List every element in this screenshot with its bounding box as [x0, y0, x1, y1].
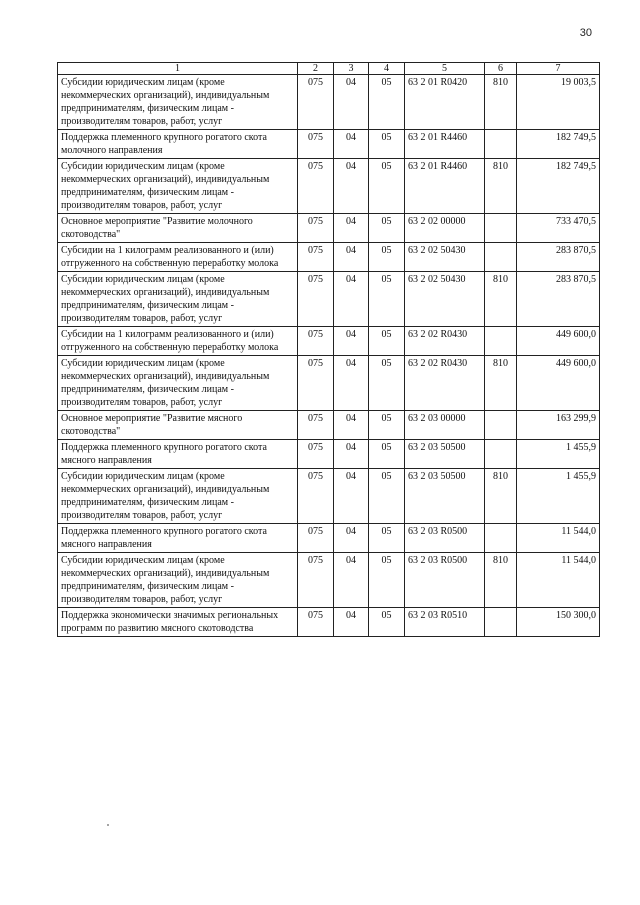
ministry-code-cell: 075 — [298, 159, 334, 214]
ministry-code-cell: 075 — [298, 440, 334, 469]
row-description-cell: Субсидии на 1 килограмм реализованного и (или) отгруженного на собственную переработку молока — [58, 327, 298, 356]
amount-cell: 11 544,0 — [517, 553, 600, 608]
section-cell: 04 — [334, 272, 369, 327]
section-cell: 04 — [334, 524, 369, 553]
table-row — [58, 130, 600, 159]
row-description-cell: Субсидии юридическим лицам (кроме некоммерческих организаций), индивидуальным предпринимателям, физическим лицам - производителям товаров, работ, услуг — [58, 159, 298, 214]
target-article-cell: 63 2 02 50430 — [405, 272, 485, 327]
subsection-cell: 05 — [369, 75, 405, 130]
row-description-cell: Поддержка племенного крупного рогатого скота мясного направления — [58, 524, 298, 553]
expense-type-cell: 810 — [485, 553, 517, 608]
table-row — [58, 75, 600, 130]
expense-type-cell: 810 — [485, 75, 517, 130]
ministry-code-cell: 075 — [298, 524, 334, 553]
expense-type-cell — [485, 243, 517, 272]
row-description-cell: Основное мероприятие "Развитие молочного скотоводства" — [58, 214, 298, 243]
ministry-code-cell: 075 — [298, 411, 334, 440]
ministry-code-cell: 075 — [298, 130, 334, 159]
header-cell-2: 2 — [298, 63, 334, 75]
ministry-code-cell: 075 — [298, 272, 334, 327]
target-article-cell: 63 2 03 R0500 — [405, 524, 485, 553]
expense-type-cell: 810 — [485, 469, 517, 524]
row-description-cell: Поддержка экономически значимых региональных программ по развитию мясного скотоводства — [58, 608, 298, 637]
ministry-code-cell: 075 — [298, 469, 334, 524]
subsection-cell: 05 — [369, 356, 405, 411]
row-description-cell: Субсидии юридическим лицам (кроме некоммерческих организаций), индивидуальным предпринимателям, физическим лицам - производителям товаров, работ, услуг — [58, 356, 298, 411]
amount-cell: 182 749,5 — [517, 159, 600, 214]
ministry-code-cell: 075 — [298, 356, 334, 411]
expense-type-cell — [485, 440, 517, 469]
subsection-cell: 05 — [369, 243, 405, 272]
target-article-cell: 63 2 01 R0420 — [405, 75, 485, 130]
table-row — [58, 608, 600, 637]
header-cell-6: 6 — [485, 63, 517, 75]
expense-type-cell — [485, 411, 517, 440]
expense-type-cell: 810 — [485, 272, 517, 327]
section-cell: 04 — [334, 75, 369, 130]
ministry-code-cell: 075 — [298, 214, 334, 243]
section-cell: 04 — [334, 159, 369, 214]
section-cell: 04 — [334, 553, 369, 608]
section-cell: 04 — [334, 356, 369, 411]
row-description-cell: Субсидии юридическим лицам (кроме некоммерческих организаций), индивидуальным предпринимателям, физическим лицам - производителям товаров, работ, услуг — [58, 272, 298, 327]
row-description-cell: Основное мероприятие "Развитие мясного скотоводства" — [58, 411, 298, 440]
target-article-cell: 63 2 02 50430 — [405, 243, 485, 272]
amount-cell: 150 300,0 — [517, 608, 600, 637]
target-article-cell: 63 2 03 50500 — [405, 469, 485, 524]
section-cell: 04 — [334, 440, 369, 469]
section-cell: 04 — [334, 214, 369, 243]
row-description-cell: Субсидии юридическим лицам (кроме некоммерческих организаций), индивидуальным предпринимателям, физическим лицам - производителям товаров, работ, услуг — [58, 553, 298, 608]
table-row — [58, 553, 600, 608]
target-article-cell: 63 2 01 R4460 — [405, 159, 485, 214]
table-body — [58, 75, 600, 637]
subsection-cell: 05 — [369, 159, 405, 214]
header-cell-7: 7 — [517, 63, 600, 75]
row-description-cell: Субсидии на 1 килограмм реализованного и (или) отгруженного на собственную переработку молока — [58, 243, 298, 272]
row-description-cell: Поддержка племенного крупного рогатого скота молочного направления — [58, 130, 298, 159]
row-description-cell: Субсидии юридическим лицам (кроме некоммерческих организаций), индивидуальным предпринимателям, физическим лицам - производителям товаров, работ, услуг — [58, 469, 298, 524]
amount-cell: 11 544,0 — [517, 524, 600, 553]
table-row — [58, 411, 600, 440]
budget-table — [57, 62, 600, 637]
expense-type-cell: 810 — [485, 159, 517, 214]
target-article-cell: 63 2 03 50500 — [405, 440, 485, 469]
amount-cell: 182 749,5 — [517, 130, 600, 159]
ministry-code-cell: 075 — [298, 243, 334, 272]
table-row — [58, 159, 600, 214]
expense-type-cell: 810 — [485, 356, 517, 411]
target-article-cell: 63 2 03 R0510 — [405, 608, 485, 637]
header-cell-1: 1 — [58, 63, 298, 75]
table-header — [58, 63, 600, 75]
expense-type-cell — [485, 130, 517, 159]
table-row — [58, 469, 600, 524]
row-description-cell: Поддержка племенного крупного рогатого скота мясного направления — [58, 440, 298, 469]
subsection-cell: 05 — [369, 608, 405, 637]
target-article-cell: 63 2 02 R0430 — [405, 327, 485, 356]
expense-type-cell — [485, 524, 517, 553]
amount-cell: 1 455,9 — [517, 469, 600, 524]
subsection-cell: 05 — [369, 553, 405, 608]
table-row — [58, 356, 600, 411]
table-row — [58, 524, 600, 553]
subsection-cell: 05 — [369, 272, 405, 327]
ministry-code-cell: 075 — [298, 553, 334, 608]
expense-type-cell — [485, 608, 517, 637]
page-number: 30 — [579, 27, 592, 39]
scan-speck — [107, 824, 109, 826]
section-cell: 04 — [334, 469, 369, 524]
header-cell-4: 4 — [369, 63, 405, 75]
table-row — [58, 327, 600, 356]
subsection-cell: 05 — [369, 327, 405, 356]
target-article-cell: 63 2 02 R0430 — [405, 356, 485, 411]
section-cell: 04 — [334, 243, 369, 272]
row-description-cell: Субсидии юридическим лицам (кроме некоммерческих организаций), индивидуальным предпринимателям, физическим лицам - производителям товаров, работ, услуг — [58, 75, 298, 130]
target-article-cell: 63 2 02 00000 — [405, 214, 485, 243]
subsection-cell: 05 — [369, 440, 405, 469]
header-row — [58, 63, 600, 75]
target-article-cell: 63 2 03 00000 — [405, 411, 485, 440]
amount-cell: 283 870,5 — [517, 272, 600, 327]
ministry-code-cell: 075 — [298, 327, 334, 356]
amount-cell: 283 870,5 — [517, 243, 600, 272]
amount-cell: 1 455,9 — [517, 440, 600, 469]
subsection-cell: 05 — [369, 469, 405, 524]
ministry-code-cell: 075 — [298, 75, 334, 130]
table-row — [58, 214, 600, 243]
header-cell-5: 5 — [405, 63, 485, 75]
table-row — [58, 440, 600, 469]
subsection-cell: 05 — [369, 524, 405, 553]
table-row — [58, 272, 600, 327]
subsection-cell: 05 — [369, 130, 405, 159]
section-cell: 04 — [334, 130, 369, 159]
expense-type-cell — [485, 214, 517, 243]
expense-type-cell — [485, 327, 517, 356]
amount-cell: 19 003,5 — [517, 75, 600, 130]
section-cell: 04 — [334, 327, 369, 356]
target-article-cell: 63 2 03 R0500 — [405, 553, 485, 608]
amount-cell: 449 600,0 — [517, 327, 600, 356]
subsection-cell: 05 — [369, 214, 405, 243]
ministry-code-cell: 075 — [298, 608, 334, 637]
section-cell: 04 — [334, 608, 369, 637]
section-cell: 04 — [334, 411, 369, 440]
subsection-cell: 05 — [369, 411, 405, 440]
table-row — [58, 243, 600, 272]
target-article-cell: 63 2 01 R4460 — [405, 130, 485, 159]
amount-cell: 449 600,0 — [517, 356, 600, 411]
amount-cell: 733 470,5 — [517, 214, 600, 243]
amount-cell: 163 299,9 — [517, 411, 600, 440]
header-cell-3: 3 — [334, 63, 369, 75]
